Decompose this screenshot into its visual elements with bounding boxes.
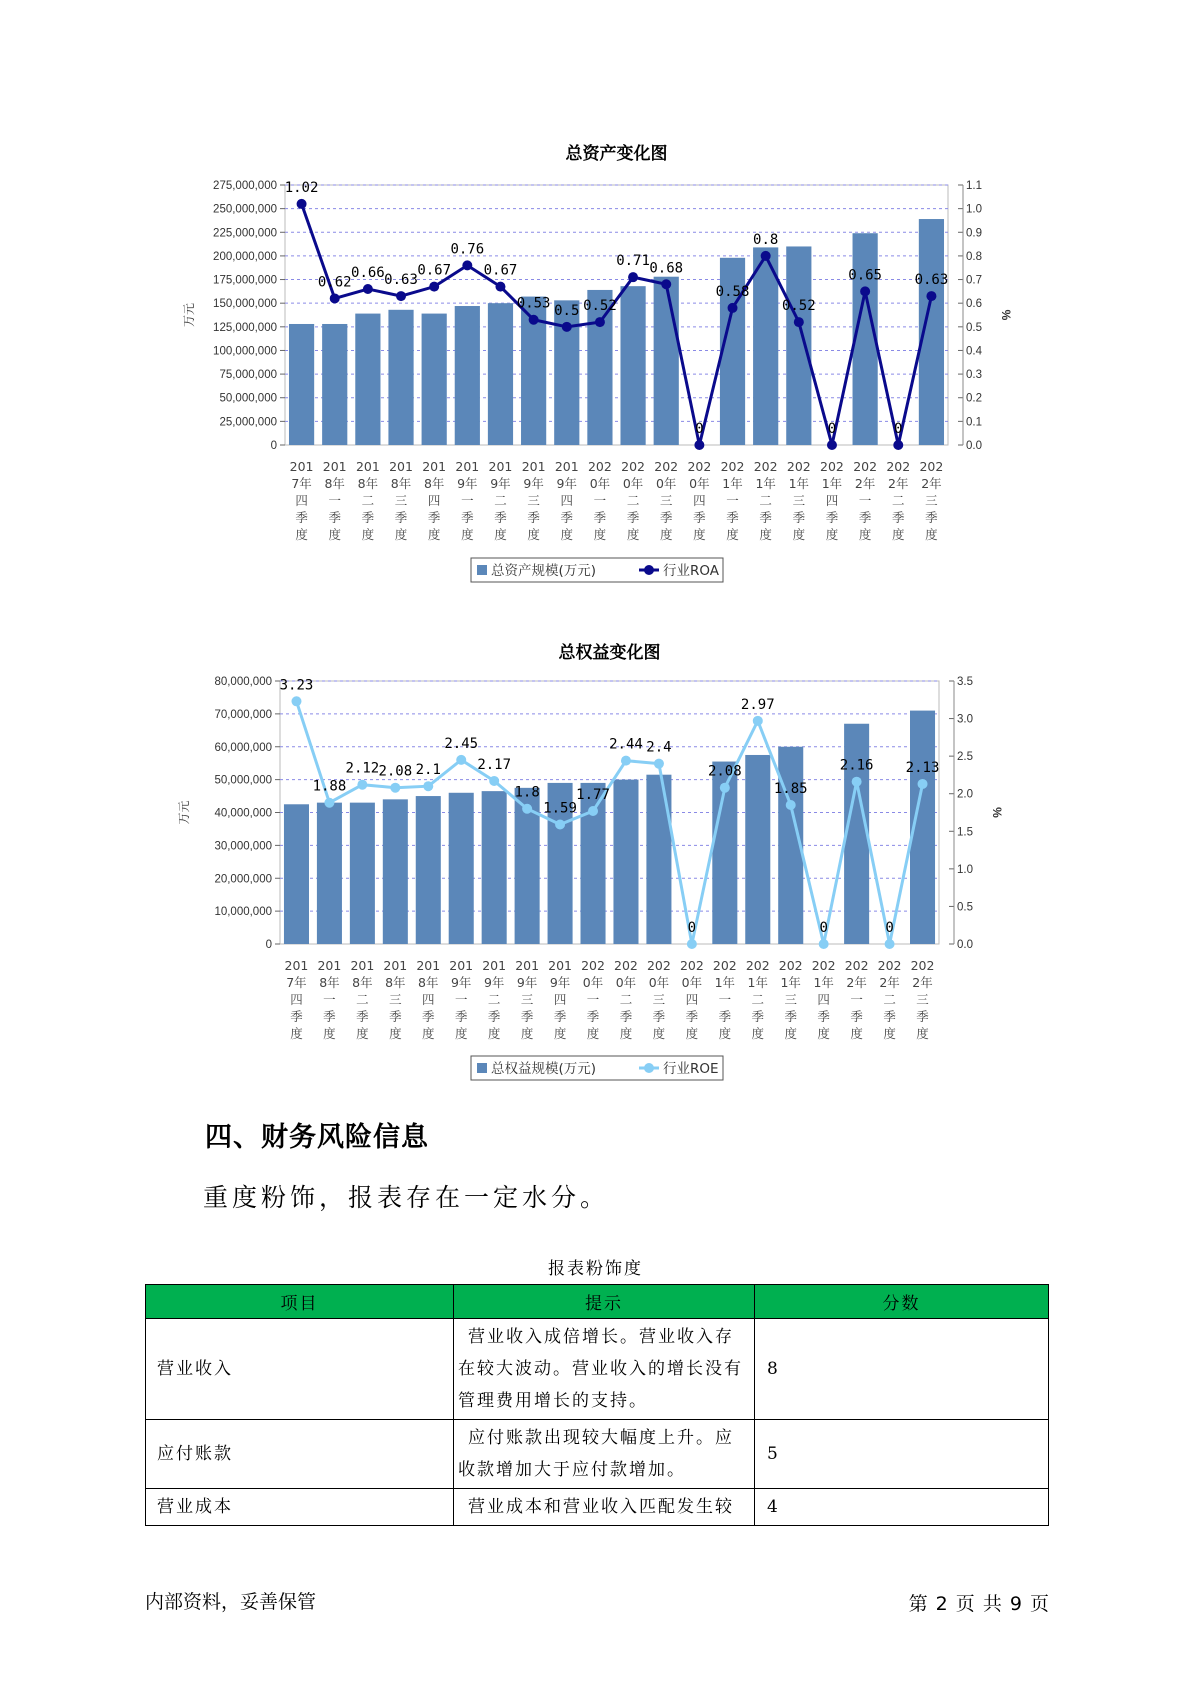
header-hint: 提示 — [454, 1285, 755, 1319]
line-point — [654, 759, 664, 769]
x-tick-label: 201 8年三季度 — [389, 459, 413, 542]
y2-tick-label: 3.5 — [957, 676, 973, 688]
row-hint: 营业收入成倍增长。营业收入存在较大波动。营业收入的增长没有管理费用增长的支持。 — [454, 1319, 755, 1420]
x-tick-label: 201 8年一季度 — [317, 958, 342, 1041]
y2-tick-label: 2.5 — [957, 751, 973, 764]
line-point — [595, 317, 605, 327]
table-row — [146, 1489, 1049, 1526]
bar — [383, 799, 408, 944]
y-tick-label: 275,000,000 — [213, 180, 277, 192]
x-tick-label: 201 7年四季度 — [284, 958, 309, 1041]
table-caption: 报表粉饰度 — [548, 1259, 643, 1279]
footer-page-number: 第 2 页 共 9 页 — [908, 1593, 1050, 1615]
table-row — [146, 1319, 1049, 1420]
x-tick-label: 202 1年三季度 — [778, 958, 803, 1041]
row-name: 营业收入 — [146, 1319, 454, 1420]
bar — [455, 306, 480, 445]
bar — [786, 246, 811, 445]
line-point — [495, 282, 505, 292]
line-point — [462, 260, 472, 270]
bar — [753, 247, 778, 445]
y-tick-label: 10,000,000 — [214, 906, 272, 919]
y-tick-label: 0 — [270, 440, 277, 452]
line-point — [456, 755, 466, 765]
y-tick-label: 40,000,000 — [214, 807, 272, 820]
data-label: 2.16 — [839, 757, 874, 774]
y2-tick-label: 0.6 — [966, 298, 982, 311]
line-point — [720, 783, 730, 793]
row-score: 8 — [755, 1319, 1049, 1420]
x-tick-label: 202 1年四季度 — [811, 958, 836, 1041]
data-label: 0.67 — [483, 262, 518, 279]
data-label: 0 — [695, 421, 704, 437]
x-tick-label: 202 0年三季度 — [646, 958, 671, 1041]
row-score: 5 — [755, 1420, 1049, 1489]
data-label: 0 — [819, 920, 828, 936]
line-point — [324, 798, 334, 808]
line-point — [661, 279, 671, 289]
data-label: 0.68 — [649, 260, 684, 277]
y-tick-label: 250,000,000 — [213, 203, 277, 216]
y-tick-label: 20,000,000 — [214, 873, 272, 886]
legend-line-marker — [644, 565, 654, 575]
x-tick-label: 202 1年一季度 — [712, 958, 737, 1041]
line-point — [396, 291, 406, 301]
bar — [317, 803, 342, 944]
line-point — [562, 322, 572, 332]
data-label: 1.88 — [312, 778, 347, 795]
y-tick-label: 150,000,000 — [213, 298, 277, 311]
line-point — [522, 804, 532, 814]
data-label: 0.62 — [317, 274, 352, 291]
y-tick-label: 125,000,000 — [213, 321, 277, 334]
x-tick-label: 201 9年二季度 — [482, 958, 507, 1041]
data-label: 0.67 — [417, 262, 452, 279]
x-tick-label: 201 9年一季度 — [455, 459, 480, 542]
chart-title: 总资产变化图 — [565, 144, 668, 164]
bar — [350, 803, 375, 944]
line-point — [761, 251, 771, 261]
x-tick-label: 202 0年三季度 — [654, 459, 679, 542]
y-tick-label: 75,000,000 — [219, 369, 277, 382]
line-point — [893, 440, 903, 450]
x-tick-label: 202 2年三季度 — [910, 958, 935, 1041]
data-label: 2.45 — [444, 735, 479, 752]
x-tick-label: 201 8年二季度 — [350, 958, 375, 1041]
y2-tick-label: 0.3 — [966, 369, 982, 382]
x-tick-label: 201 8年四季度 — [422, 459, 447, 542]
bar — [388, 310, 413, 445]
data-label: 0 — [885, 920, 894, 936]
line-point — [357, 780, 367, 790]
data-label: 1.8 — [514, 784, 540, 801]
data-label: 0.52 — [583, 298, 617, 315]
row-hint: 应付账款出现较大幅度上升。应收款增加大于应付款增加。 — [454, 1420, 755, 1489]
y2-tick-label: 0.5 — [966, 321, 982, 334]
line-point — [330, 293, 340, 303]
y-tick-label: 200,000,000 — [213, 250, 277, 263]
line-point — [753, 716, 763, 726]
y-axis-title: 万元 — [182, 302, 196, 328]
data-label: 1.02 — [284, 179, 319, 196]
bar — [284, 804, 309, 944]
bar — [620, 286, 645, 445]
data-label: 2.1 — [415, 762, 441, 779]
y2-tick-label: 1.5 — [957, 826, 973, 839]
y-tick-label: 0 — [265, 939, 272, 951]
y2-tick-label: 0.5 — [957, 901, 973, 914]
total-equity-chart — [0, 630, 1191, 1100]
data-label: 2.12 — [345, 760, 380, 777]
y2-tick-label: 0.0 — [966, 440, 982, 452]
y2-tick-label: 1.0 — [966, 203, 982, 216]
x-tick-label: 201 9年四季度 — [548, 958, 573, 1041]
total-assets-chart-svg — [0, 130, 1191, 600]
header-score: 分数 — [755, 1285, 1049, 1319]
legend-bar-label: 总资产规模(万元) — [491, 563, 597, 579]
risk-table — [145, 1284, 1049, 1526]
y-tick-label: 175,000,000 — [213, 274, 277, 287]
section-title: 四、财务风险信息 — [205, 1122, 429, 1153]
line-point — [363, 284, 373, 294]
data-label: 2.4 — [646, 739, 672, 756]
table-header-row — [146, 1285, 1049, 1319]
y2-tick-label: 2.0 — [957, 788, 973, 801]
bar — [289, 324, 314, 445]
line-point — [786, 800, 796, 810]
line-point — [291, 696, 301, 706]
line-point — [694, 440, 704, 450]
x-tick-label: 202 1年二季度 — [745, 958, 770, 1041]
x-tick-label: 202 2年一季度 — [853, 459, 878, 542]
bar — [422, 314, 447, 445]
line-point — [429, 282, 439, 292]
section-text: 重度粉饰，报表存在一定水分。 — [203, 1183, 610, 1212]
x-tick-label: 201 9年一季度 — [449, 958, 474, 1041]
data-label: 0 — [894, 421, 903, 437]
x-tick-label: 202 0年四季度 — [687, 459, 712, 542]
line-point — [918, 779, 928, 789]
y-tick-label: 70,000,000 — [214, 708, 272, 721]
line-point — [728, 303, 738, 313]
x-tick-label: 202 0年二季度 — [621, 459, 646, 542]
y-axis-title: 万元 — [177, 800, 191, 825]
data-label: 0 — [687, 920, 697, 936]
x-tick-label: 201 7年四季度 — [289, 459, 314, 542]
y2-tick-label: 1.0 — [957, 863, 973, 876]
y2-tick-label: 0.1 — [966, 416, 982, 429]
line-point — [819, 939, 829, 949]
line-point — [529, 315, 539, 325]
line-point — [794, 317, 804, 327]
x-tick-label: 201 8年一季度 — [322, 459, 347, 542]
data-label: 1.59 — [543, 800, 577, 817]
x-tick-label: 202 1年二季度 — [753, 459, 778, 542]
line-point — [423, 781, 433, 791]
bar — [613, 780, 638, 944]
line-point — [852, 777, 862, 787]
y-tick-label: 25,000,000 — [219, 416, 277, 429]
header-item: 项目 — [146, 1285, 454, 1319]
y-tick-label: 30,000,000 — [214, 840, 272, 853]
x-tick-label: 201 9年二季度 — [488, 459, 513, 542]
total-equity-chart-svg — [0, 630, 1191, 1100]
legend-bar-label: 总权益规模(万元) — [491, 1061, 597, 1077]
row-name: 应付账款 — [146, 1420, 454, 1489]
y-tick-label: 80,000,000 — [214, 676, 272, 688]
x-tick-label: 202 0年一季度 — [587, 459, 612, 542]
bar — [355, 314, 380, 445]
legend-bar-swatch — [477, 565, 487, 575]
bar — [416, 796, 441, 944]
bar — [488, 303, 513, 445]
data-label: 0.76 — [450, 241, 485, 258]
x-tick-label: 202 1年四季度 — [820, 459, 844, 542]
y2-tick-label: 0.2 — [966, 392, 982, 405]
line-point — [588, 806, 598, 816]
data-label: 2.08 — [378, 763, 413, 780]
line-point — [628, 272, 638, 282]
x-tick-label: 202 2年二季度 — [877, 958, 902, 1041]
x-tick-label: 201 8年二季度 — [355, 459, 380, 542]
y2-tick-label: 0.7 — [966, 274, 982, 287]
bar — [654, 277, 679, 445]
x-tick-label: 202 1年一季度 — [720, 459, 745, 542]
legend-line-marker — [644, 1063, 654, 1073]
data-label: 0.65 — [848, 267, 882, 284]
data-label: 0.66 — [351, 265, 385, 281]
row-name: 营业成本 — [146, 1489, 454, 1526]
data-label: 0 — [827, 421, 837, 437]
data-label: 2.17 — [477, 756, 512, 773]
line-point — [555, 820, 565, 830]
x-tick-label: 201 9年四季度 — [554, 459, 579, 542]
legend-bar-swatch — [477, 1063, 487, 1073]
total-assets-chart — [0, 130, 1191, 600]
row-score: 4 — [755, 1489, 1049, 1526]
x-tick-label: 201 9年三季度 — [521, 459, 546, 542]
data-label: 2.13 — [905, 759, 940, 776]
table-row — [146, 1420, 1049, 1489]
legend-line-label: 行业ROE — [663, 1061, 719, 1077]
line-point — [390, 783, 400, 793]
line-point — [860, 286, 870, 296]
bar — [449, 793, 474, 944]
y2-tick-label: 0.8 — [966, 250, 982, 263]
chart-title: 总权益变化图 — [558, 643, 661, 663]
y2-tick-label: 1.1 — [966, 180, 982, 192]
x-tick-label: 201 9年三季度 — [515, 958, 540, 1041]
x-tick-label: 202 0年一季度 — [581, 958, 605, 1041]
legend-line-label: 行业ROA — [663, 563, 720, 579]
y-tick-label: 225,000,000 — [213, 227, 277, 240]
line-point — [885, 939, 895, 949]
y2-tick-label: 0.9 — [966, 227, 982, 240]
data-label: 0.71 — [616, 253, 650, 270]
data-label: 0.52 — [781, 298, 816, 315]
data-label: 3.23 — [279, 677, 314, 694]
x-tick-label: 202 0年四季度 — [679, 958, 704, 1041]
y-tick-label: 50,000,000 — [219, 392, 277, 405]
x-tick-label: 201 8年三季度 — [383, 958, 408, 1041]
data-label: 0.63 — [384, 272, 418, 289]
bar — [646, 775, 671, 944]
x-tick-label: 201 8年四季度 — [416, 958, 441, 1041]
x-tick-label: 202 2年一季度 — [844, 958, 869, 1041]
bar — [322, 324, 347, 445]
x-tick-label: 202 2年三季度 — [919, 459, 944, 542]
line-point — [489, 776, 499, 786]
footer-left: 内部资料，妥善保管 — [145, 1591, 317, 1613]
data-label: 1.77 — [576, 786, 610, 803]
x-tick-label: 202 2年二季度 — [886, 459, 911, 542]
line-point — [297, 199, 307, 209]
data-label: 0.63 — [914, 272, 949, 289]
data-label: 0.53 — [516, 295, 551, 312]
y-tick-label: 60,000,000 — [214, 741, 272, 754]
bar — [745, 755, 770, 944]
x-tick-label: 202 1年三季度 — [786, 459, 811, 542]
data-label: 1.85 — [773, 780, 808, 797]
bar — [482, 791, 507, 944]
data-label: 0.8 — [753, 231, 779, 248]
data-label: 0.58 — [715, 283, 750, 300]
y2-tick-label: 3.0 — [957, 713, 973, 726]
plot-frame — [285, 185, 948, 445]
line-point — [621, 756, 631, 766]
x-tick-label: 202 0年二季度 — [614, 958, 638, 1041]
y2-axis-title: % — [990, 807, 1004, 818]
data-label: 2.08 — [707, 763, 742, 780]
y2-tick-label: 0.4 — [966, 345, 982, 358]
y2-axis-title: % — [999, 309, 1013, 321]
data-label: 2.44 — [609, 736, 643, 753]
y-tick-label: 100,000,000 — [213, 345, 277, 358]
line-point — [827, 440, 837, 450]
row-hint: 营业成本和营业收入匹配发生较 — [454, 1489, 755, 1526]
y-tick-label: 50,000,000 — [214, 774, 272, 787]
line-point — [926, 291, 936, 301]
data-label: 0.5 — [554, 302, 580, 319]
data-label: 2.97 — [740, 696, 775, 713]
line-point — [687, 939, 697, 949]
y2-tick-label: 0.0 — [957, 939, 973, 951]
